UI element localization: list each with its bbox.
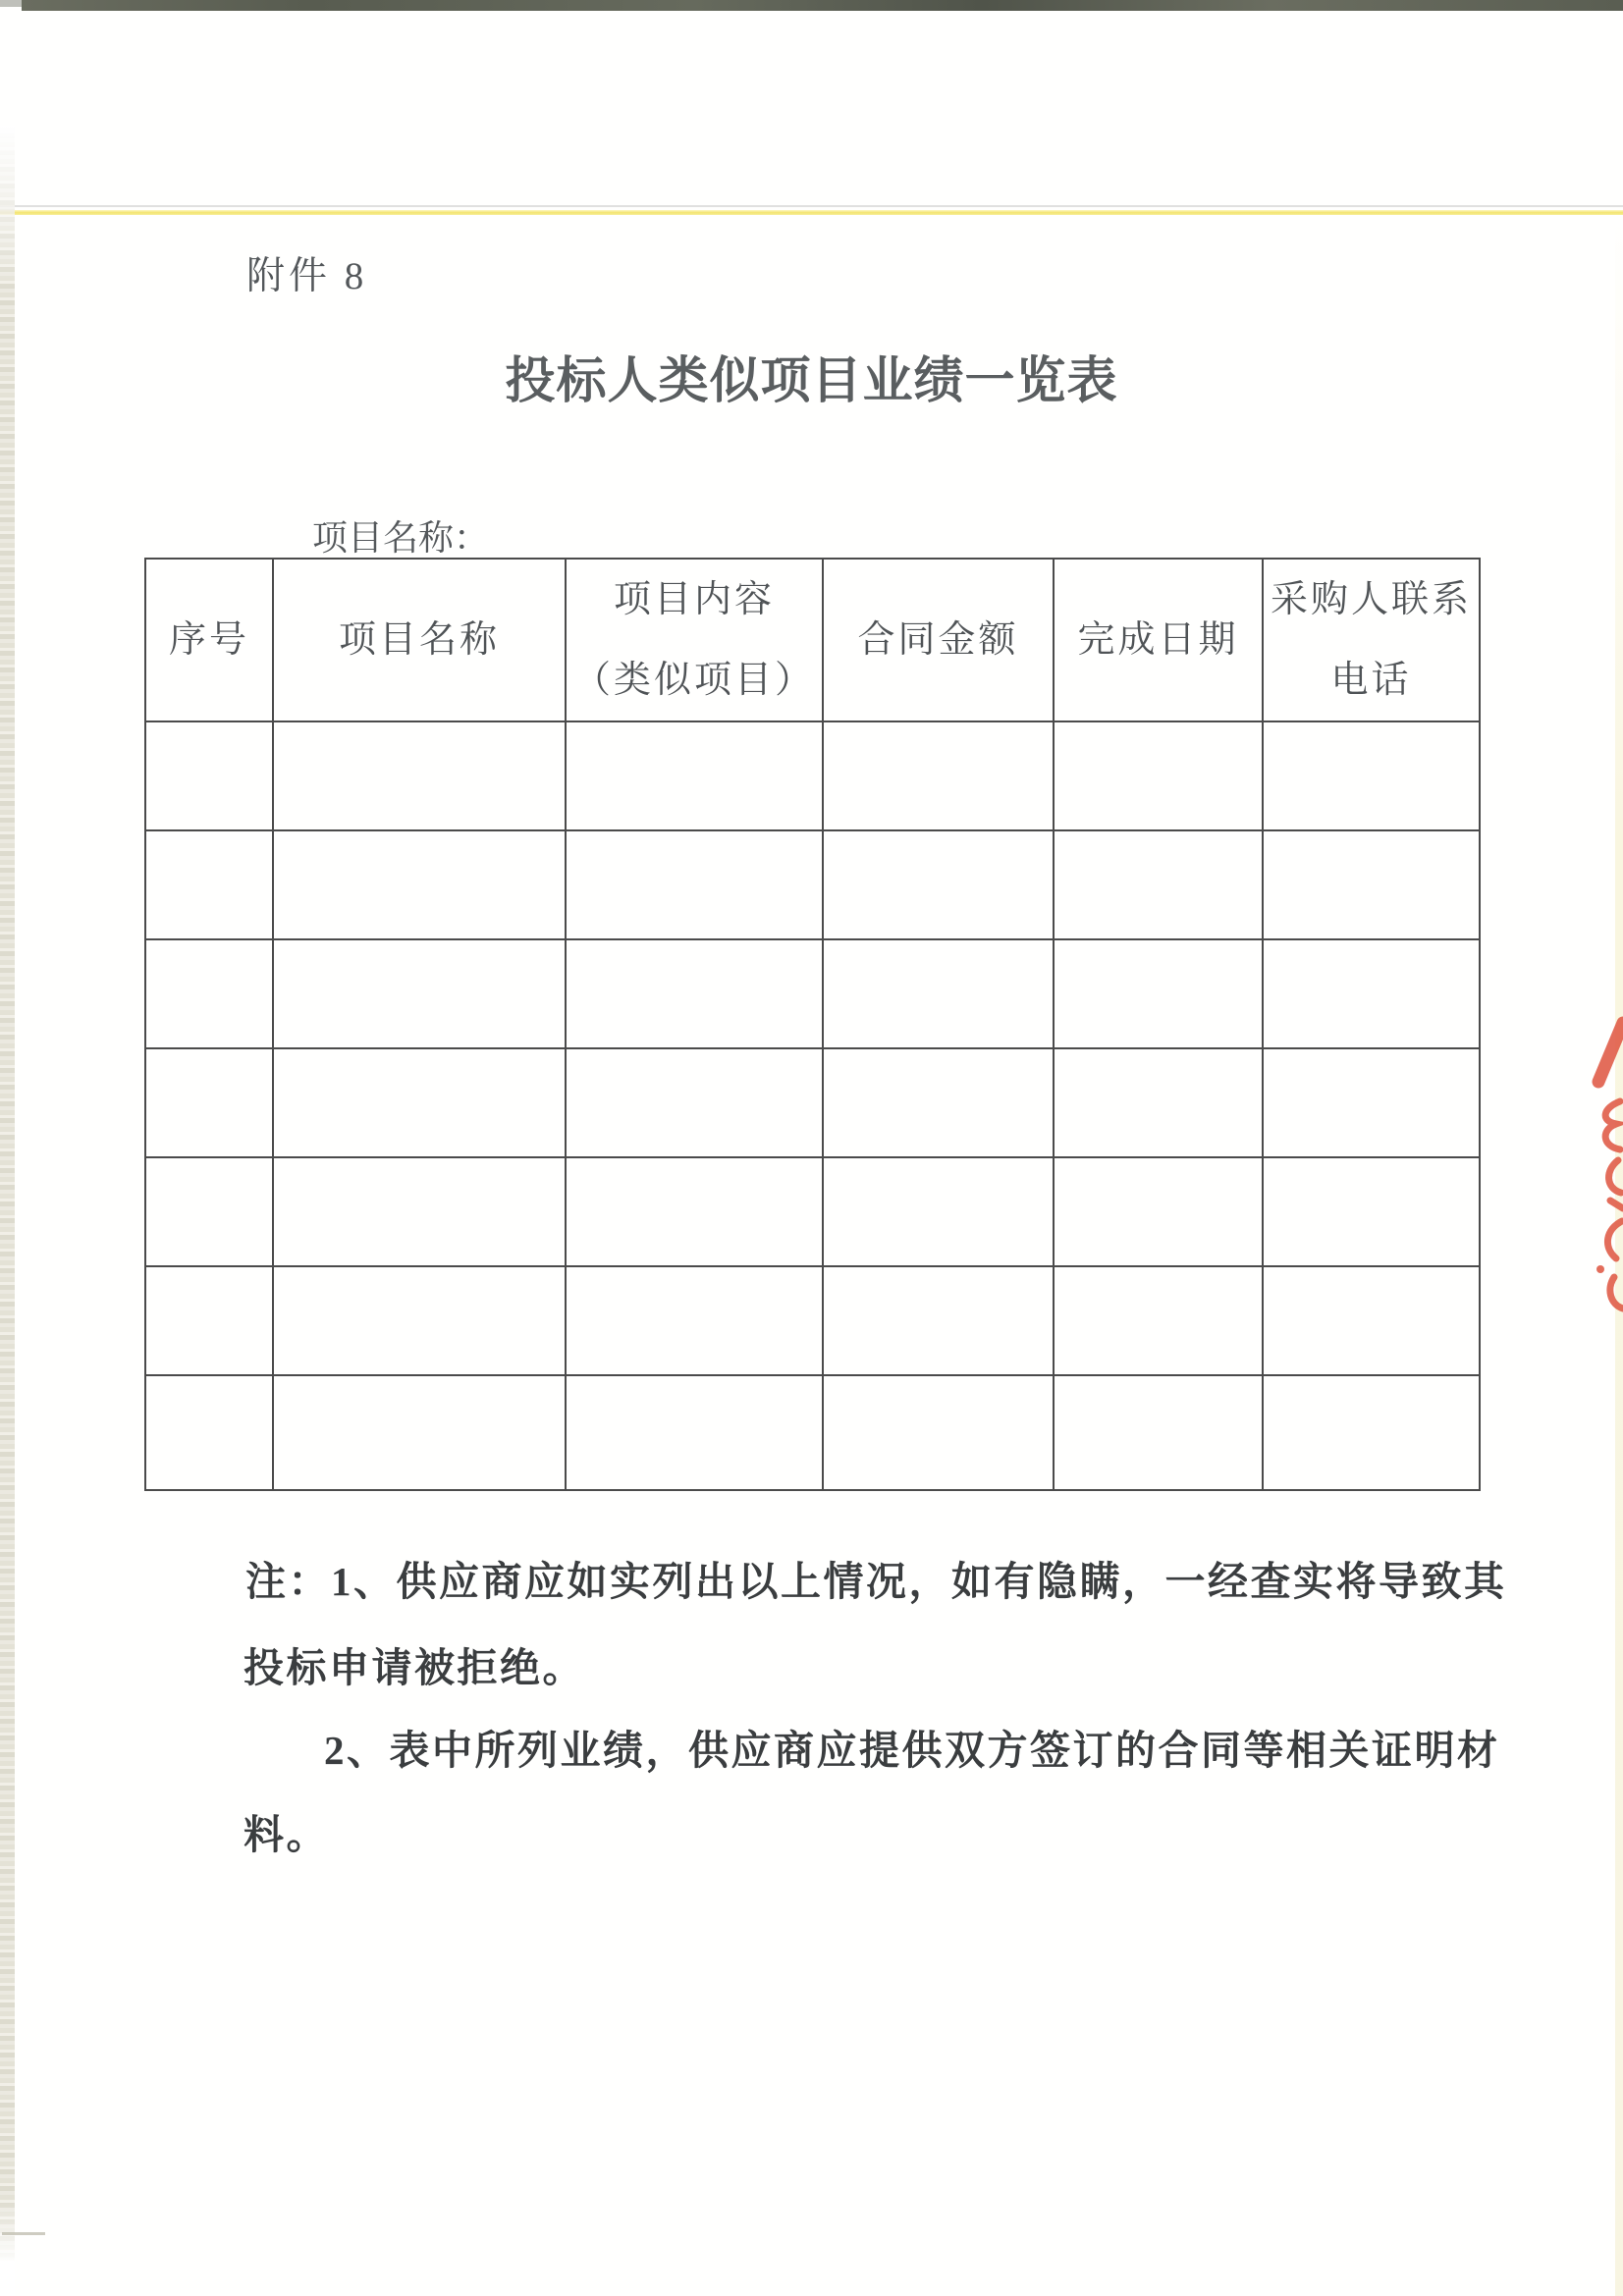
scan-sheet-shadow-line — [0, 205, 1623, 207]
table-cell — [145, 1157, 273, 1266]
table-cell — [566, 939, 823, 1048]
note-line-4: 料。 — [243, 1812, 329, 1857]
table-row — [145, 1157, 1480, 1266]
table-cell — [1054, 1157, 1263, 1266]
table-row — [145, 1375, 1480, 1490]
table-header-row — [145, 559, 1480, 721]
scan-left-edge-mark — [2, 2232, 45, 2235]
column-header-completion-date — [1054, 559, 1263, 721]
table-cell — [823, 1375, 1054, 1490]
table-cell — [1263, 830, 1480, 939]
column-header-project-name — [273, 559, 566, 721]
scan-top-edge-corner — [0, 0, 22, 7]
attachment-number-label: 附件 8 — [246, 255, 368, 297]
table-cell — [145, 1266, 273, 1375]
scan-top-edge-strip — [22, 0, 1623, 11]
table-cell — [1054, 939, 1263, 1048]
table-cell — [1263, 1266, 1480, 1375]
scan-left-edge-fade-bottom — [0, 2199, 15, 2296]
table-cell — [1263, 1375, 1480, 1490]
table-cell — [1054, 721, 1263, 830]
table-cell — [1263, 1157, 1480, 1266]
red-ink-stamp-fragment — [1579, 1011, 1623, 1325]
table-cell — [566, 1266, 823, 1375]
column-header-label-line2: 电话 — [1330, 660, 1412, 701]
table-cell — [145, 721, 273, 830]
table-cell — [823, 1157, 1054, 1266]
column-header-project-content — [566, 559, 823, 721]
column-header-purchaser-phone — [1263, 559, 1480, 721]
table-cell — [823, 721, 1054, 830]
column-header-label: 采购人联系 — [1270, 579, 1472, 620]
table-cell — [1054, 1266, 1263, 1375]
column-header-serial-number — [145, 559, 273, 721]
table-cell — [273, 830, 566, 939]
scan-yellow-sheet-edge — [0, 210, 1623, 215]
column-header-label: 完成日期 — [1077, 619, 1239, 661]
table-cell — [1263, 939, 1480, 1048]
column-header-label: 合同金额 — [857, 619, 1019, 661]
table-cell — [566, 1157, 823, 1266]
table-cell — [1263, 721, 1480, 830]
table-row — [145, 721, 1480, 830]
table-cell — [823, 939, 1054, 1048]
note-line-2: 投标申请被拒绝。 — [243, 1645, 585, 1690]
column-header-label-line2: （类似项目） — [572, 660, 815, 701]
table-cell — [145, 1375, 273, 1490]
column-header-label: 项目内容 — [613, 579, 775, 620]
table-cell — [145, 830, 273, 939]
table-cell — [566, 1375, 823, 1490]
table-cell — [566, 721, 823, 830]
table-cell — [273, 1048, 566, 1157]
table-cell — [566, 830, 823, 939]
table-row — [145, 1048, 1480, 1157]
note-line-1: 注：1、供应商应如实列出以上情况，如有隐瞒，一经查实将导致其 — [245, 1559, 1507, 1604]
table-cell — [1054, 1048, 1263, 1157]
note-line-3: 2、表中所列业绩，供应商应提供双方签订的合同等相关证明材 — [324, 1728, 1500, 1773]
scan-left-edge-texture — [0, 126, 15, 2261]
project-name-label: 项目名称： — [312, 518, 490, 558]
table-cell — [823, 1048, 1054, 1157]
column-header-contract-amount — [823, 559, 1054, 721]
table-row — [145, 939, 1480, 1048]
table-cell — [566, 1048, 823, 1157]
table-row — [145, 830, 1480, 939]
table-cell — [1054, 1375, 1263, 1490]
performance-table — [144, 558, 1481, 1491]
table-cell — [273, 721, 566, 830]
table-cell — [823, 1266, 1054, 1375]
table-body — [145, 721, 1480, 1490]
table-cell — [273, 1375, 566, 1490]
table-cell — [273, 1266, 566, 1375]
table-cell — [145, 1048, 273, 1157]
table-cell — [145, 939, 273, 1048]
document-title: 投标人类似项目业绩一览表 — [505, 354, 1118, 409]
table-cell — [823, 830, 1054, 939]
column-header-label: 项目名称 — [338, 619, 500, 661]
table-row — [145, 1266, 1480, 1375]
table-cell — [1054, 830, 1263, 939]
table-cell — [273, 939, 566, 1048]
table-cell — [1263, 1048, 1480, 1157]
scan-left-edge-fade-top — [0, 126, 15, 293]
column-header-label: 序号 — [168, 619, 249, 661]
table-cell — [273, 1157, 566, 1266]
